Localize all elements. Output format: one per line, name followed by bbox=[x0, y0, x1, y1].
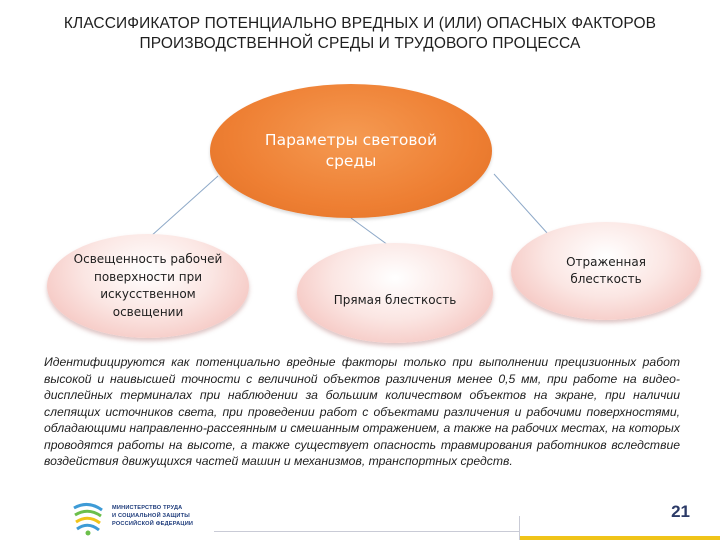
center-node bbox=[210, 84, 492, 218]
ministry-name bbox=[112, 504, 222, 528]
child-node-label: Отраженная блесткость bbox=[566, 255, 646, 286]
connector-middle bbox=[351, 218, 388, 245]
child-node-direct-glare bbox=[297, 243, 493, 343]
title-line-2: ПРОИЗВОДСТВЕННОЙ СРЕДЫ И ТРУДОВОГО ПРОЦЕССА bbox=[139, 35, 581, 52]
ministry-line-3: РОССИЙСКОЙ ФЕДЕРАЦИИ bbox=[112, 521, 194, 527]
center-node-label: Параметры световой среды bbox=[264, 131, 438, 170]
child-node-illumination bbox=[47, 234, 249, 338]
connector-left bbox=[150, 176, 218, 237]
ministry-line-1: МИНИСТЕРСТВО ТРУДА bbox=[112, 505, 183, 511]
connector-right bbox=[494, 174, 548, 234]
ministry-emblem-icon bbox=[70, 502, 106, 536]
child-node-reflected-glare bbox=[511, 222, 701, 320]
explanatory-note: Идентифицируются как потенциально вредные факторы только при выполнении прецизионных работ высокой и наивысшей точности с величиной объектов различения менее 0,5 мм, при работе на видео-дисплейных терминалах при наблюдении за большим количеством объектов на экране, при наличии слепящих источников света, при проведении работ с объектами различения и рабочими поверхностями, обладающими направленно-рассеянным и смешанным отражением, а также на рабочих местах, на которых проводятся работы на высоте, а также существует опасность травмирования работников вследствие воздействия движущихся частей машин и механизмов, транспортных средств. bbox=[44, 355, 680, 468]
footer-accent-bar bbox=[520, 536, 720, 540]
child-node-label: Освещенность рабочей поверхности при искусственном освещении bbox=[73, 252, 223, 319]
ministry-line-2: И СОЦИАЛЬНОЙ ЗАЩИТЫ bbox=[112, 513, 190, 519]
child-node-label: Прямая блесткость bbox=[333, 293, 457, 307]
page-number: 21 bbox=[671, 502, 690, 521]
title-line-1: КЛАССИФИКАТОР ПОТЕНЦИАЛЬНО ВРЕДНЫХ И (ИЛИ) ОПАСНЫХ ФАКТОРОВ bbox=[63, 15, 657, 32]
footer-divider bbox=[214, 531, 520, 532]
